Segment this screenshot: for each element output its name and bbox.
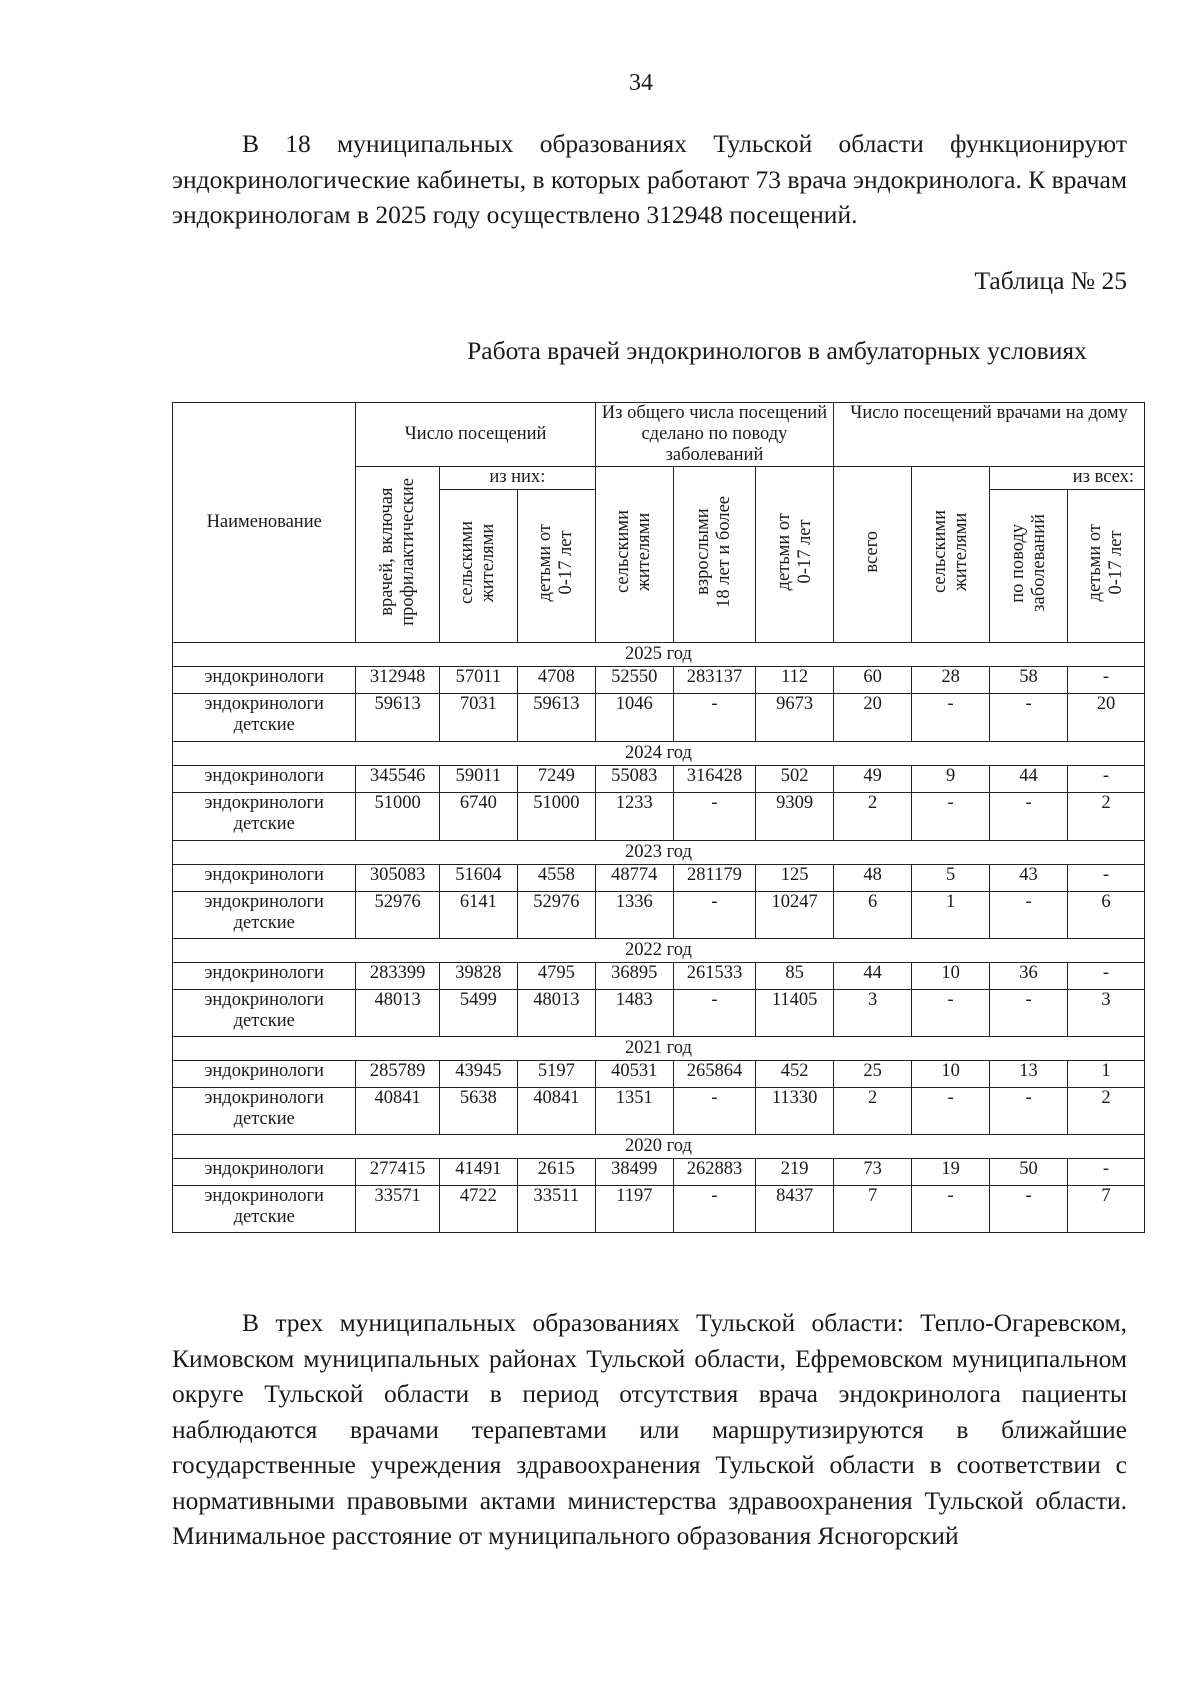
table-cell: 1483 [595, 990, 673, 1037]
table-row [173, 766, 1145, 793]
table-cell: - [1068, 766, 1145, 793]
year-label: 2021 год [173, 1037, 1145, 1061]
table-cell: 20 [1068, 694, 1145, 742]
table-title: Работа врачей эндокринологов в амбулаторных условиях [467, 336, 1087, 365]
table-header [173, 403, 1145, 643]
table-cell: 281179 [673, 865, 755, 892]
table-cell: 6141 [439, 892, 517, 939]
header-home-all: всего [834, 467, 912, 643]
table-cell: - [1068, 667, 1145, 694]
year-label: 2024 год [173, 742, 1145, 766]
table-cell: 452 [756, 1061, 834, 1088]
table-cell: 345546 [356, 766, 439, 793]
year-row [173, 939, 1145, 963]
table-cell: 48 [834, 865, 912, 892]
table-cell: - [673, 1088, 755, 1135]
table-cell: - [990, 1088, 1068, 1135]
table-cell: 502 [756, 766, 834, 793]
table-cell: 36895 [595, 963, 673, 990]
table-cell: - [673, 694, 755, 742]
table-row [173, 963, 1145, 990]
table-cell: 39828 [439, 963, 517, 990]
table-cell: 33511 [517, 1186, 595, 1233]
table-cell: 51000 [517, 793, 595, 841]
table-number: Таблица № 25 [974, 266, 1127, 295]
table-cell: 57011 [439, 667, 517, 694]
row-name: эндокринологи [173, 766, 356, 793]
year-row [173, 742, 1145, 766]
table-cell: - [912, 694, 990, 742]
table-cell: 85 [756, 963, 834, 990]
table-cell: 5499 [439, 990, 517, 1037]
table-cell: - [1068, 865, 1145, 892]
row-name: эндокринологи [173, 865, 356, 892]
table-cell: 13 [990, 1061, 1068, 1088]
table-cell: - [673, 793, 755, 841]
table-row [173, 1088, 1145, 1135]
endocrinologists-table [172, 402, 1145, 1233]
table-cell: 52976 [517, 892, 595, 939]
table-cell: - [990, 892, 1068, 939]
table-cell: 43945 [439, 1061, 517, 1088]
table-cell: 265864 [673, 1061, 755, 1088]
table-cell: - [912, 990, 990, 1037]
table-cell: 305083 [356, 865, 439, 892]
row-name: эндокринологи [173, 1159, 356, 1186]
table-cell: 19 [912, 1159, 990, 1186]
table-cell: 10247 [756, 892, 834, 939]
table-cell: 2 [834, 1088, 912, 1135]
table-cell: 59613 [517, 694, 595, 742]
table-cell: 48013 [517, 990, 595, 1037]
year-label: 2020 год [173, 1135, 1145, 1159]
table-row [173, 1159, 1145, 1186]
table-cell: 4722 [439, 1186, 517, 1233]
table-cell: 7249 [517, 766, 595, 793]
table-cell: 20 [834, 694, 912, 742]
table-cell: 33571 [356, 1186, 439, 1233]
table-cell: 6 [834, 892, 912, 939]
table-cell: 49 [834, 766, 912, 793]
row-name: эндокринологи детские [173, 793, 356, 841]
header-of-all: из всех: [990, 467, 1145, 490]
header-visits: Число посещений [356, 403, 595, 467]
table-cell: 4708 [517, 667, 595, 694]
row-name: эндокринологи [173, 963, 356, 990]
header-home-rural: сельскими жителями [912, 467, 990, 643]
table-cell: 4558 [517, 865, 595, 892]
header-children: детьми от 0-17 лет [517, 490, 595, 643]
table-cell: - [673, 990, 755, 1037]
table-cell: - [990, 990, 1068, 1037]
header-disease-visits: Из общего числа посещений сделано по поводу заболеваний [595, 403, 833, 467]
table-cell: 38499 [595, 1159, 673, 1186]
table-cell: 1197 [595, 1186, 673, 1233]
year-row [173, 841, 1145, 865]
table-cell: 2 [1068, 793, 1145, 841]
table-cell: - [990, 694, 1068, 742]
table-cell: 1 [1068, 1061, 1145, 1088]
table-row [173, 990, 1145, 1037]
table-cell: - [673, 892, 755, 939]
table-cell: - [912, 1186, 990, 1233]
table-cell: 1 [912, 892, 990, 939]
table-cell: 2 [1068, 1088, 1145, 1135]
header-home-visits: Число посещений врачами на дому [834, 403, 1145, 467]
table-cell: - [990, 1186, 1068, 1233]
table-cell: 51000 [356, 793, 439, 841]
table-row [173, 865, 1145, 892]
table-cell: 312948 [356, 667, 439, 694]
year-row [173, 643, 1145, 667]
header-total-incl-prevent: врачей, включая профилактические [356, 467, 439, 643]
table-cell: 4795 [517, 963, 595, 990]
table-cell: - [912, 1088, 990, 1135]
table-cell: 58 [990, 667, 1068, 694]
intro-paragraph: В 18 муниципальных образованиях Тульской области функционируют эндокринологические кабинеты, в которых работают 73 врача эндокринолога. К врачам эндокринологам в 2025 году осуществлено 312948 посещений. [172, 129, 1127, 229]
table-cell: 5638 [439, 1088, 517, 1135]
header-children-disease: детьми от 0-17 лет [756, 467, 834, 643]
table-cell: 7 [834, 1186, 912, 1233]
table-cell: 125 [756, 865, 834, 892]
table-cell: 3 [834, 990, 912, 1037]
header-home-children: детьми от 0-17 лет [1068, 490, 1145, 643]
table-cell: 7 [1068, 1186, 1145, 1233]
table-cell: 219 [756, 1159, 834, 1186]
table-cell: 73 [834, 1159, 912, 1186]
table-cell: 51604 [439, 865, 517, 892]
table-cell: 59613 [356, 694, 439, 742]
table-cell: - [1068, 1159, 1145, 1186]
row-name: эндокринологи детские [173, 1088, 356, 1135]
table-row [173, 1186, 1145, 1233]
table-cell: 262883 [673, 1159, 755, 1186]
table-cell: 40531 [595, 1061, 673, 1088]
table-cell: - [990, 793, 1068, 841]
table-cell: 52976 [356, 892, 439, 939]
table-cell: 3 [1068, 990, 1145, 1037]
table-body [173, 643, 1145, 1233]
table-cell: 1336 [595, 892, 673, 939]
row-name: эндокринологи детские [173, 990, 356, 1037]
table-cell: 40841 [356, 1088, 439, 1135]
table-cell: 36 [990, 963, 1068, 990]
header-name: Наименование [173, 403, 356, 643]
year-row [173, 1037, 1145, 1061]
table-cell: 52550 [595, 667, 673, 694]
table-row [173, 694, 1145, 742]
table-cell: 8437 [756, 1186, 834, 1233]
row-name: эндокринологи [173, 667, 356, 694]
table-cell: 40841 [517, 1088, 595, 1135]
year-row [173, 1135, 1145, 1159]
table-cell: 2615 [517, 1159, 595, 1186]
table-cell: 60 [834, 667, 912, 694]
header-rural: сельскими жителями [439, 490, 517, 643]
table-cell: 9309 [756, 793, 834, 841]
table-cell: 283137 [673, 667, 755, 694]
table-cell: 6740 [439, 793, 517, 841]
table-cell: 7031 [439, 694, 517, 742]
row-name: эндокринологи [173, 1061, 356, 1088]
table-cell: 277415 [356, 1159, 439, 1186]
row-name: эндокринологи детские [173, 1186, 356, 1233]
table-cell: 112 [756, 667, 834, 694]
table-row [173, 1061, 1145, 1088]
table-cell: 285789 [356, 1061, 439, 1088]
table-cell: 55083 [595, 766, 673, 793]
table-cell: 9673 [756, 694, 834, 742]
table-cell: 10 [912, 963, 990, 990]
table-cell: 50 [990, 1159, 1068, 1186]
header-rural-disease: сельскими жителями [595, 467, 673, 643]
table-cell: 2 [834, 793, 912, 841]
table-cell: 28 [912, 667, 990, 694]
table-cell: 11330 [756, 1088, 834, 1135]
table-cell: 1351 [595, 1088, 673, 1135]
year-label: 2023 год [173, 841, 1145, 865]
table-cell: - [912, 793, 990, 841]
table-cell: 44 [834, 963, 912, 990]
table-cell: 41491 [439, 1159, 517, 1186]
header-home-disease: по поводу заболеваний [990, 490, 1068, 643]
table-cell: 43 [990, 865, 1068, 892]
table-cell: 48774 [595, 865, 673, 892]
table-cell: 10 [912, 1061, 990, 1088]
table-cell: 1233 [595, 793, 673, 841]
table-cell: 48013 [356, 990, 439, 1037]
table-cell: 11405 [756, 990, 834, 1037]
table-cell: 25 [834, 1061, 912, 1088]
header-adults: взрослыми 18 лет и более [673, 467, 755, 643]
table-cell: 44 [990, 766, 1068, 793]
page-number: 34 [629, 70, 653, 96]
year-label: 2025 год [173, 643, 1145, 667]
table-cell: 261533 [673, 963, 755, 990]
table-row [173, 793, 1145, 841]
table-cell: 5197 [517, 1061, 595, 1088]
table-cell: - [673, 1186, 755, 1233]
year-label: 2022 год [173, 939, 1145, 963]
table-cell: 1046 [595, 694, 673, 742]
table-cell: 283399 [356, 963, 439, 990]
table-row [173, 667, 1145, 694]
table-cell: 59011 [439, 766, 517, 793]
table-cell: - [1068, 963, 1145, 990]
table-cell: 6 [1068, 892, 1145, 939]
row-name: эндокринологи детские [173, 694, 356, 742]
header-of-them: из них: [439, 467, 595, 490]
table-cell: 316428 [673, 766, 755, 793]
table-cell: 9 [912, 766, 990, 793]
row-name: эндокринологи детские [173, 892, 356, 939]
table-cell: 5 [912, 865, 990, 892]
table-row [173, 892, 1145, 939]
closing-paragraph: В трех муниципальных образованиях Тульской области: Тепло-Огаревском, Кимовском муниципальных районах Тульской области, Ефремовском муниципальном округе Тульской области в период отсутствия врача эндокринолога пациенты наблюдаются врачами терапевтами или маршрутизируются в ближайшие государственные учреждения здравоохранения Тульской области в соответствии с нормативными правовыми актами министерства здравоохранения Тульской области. Минимальное расстояние от муниципального образования Ясногорский [172, 1308, 1127, 1550]
